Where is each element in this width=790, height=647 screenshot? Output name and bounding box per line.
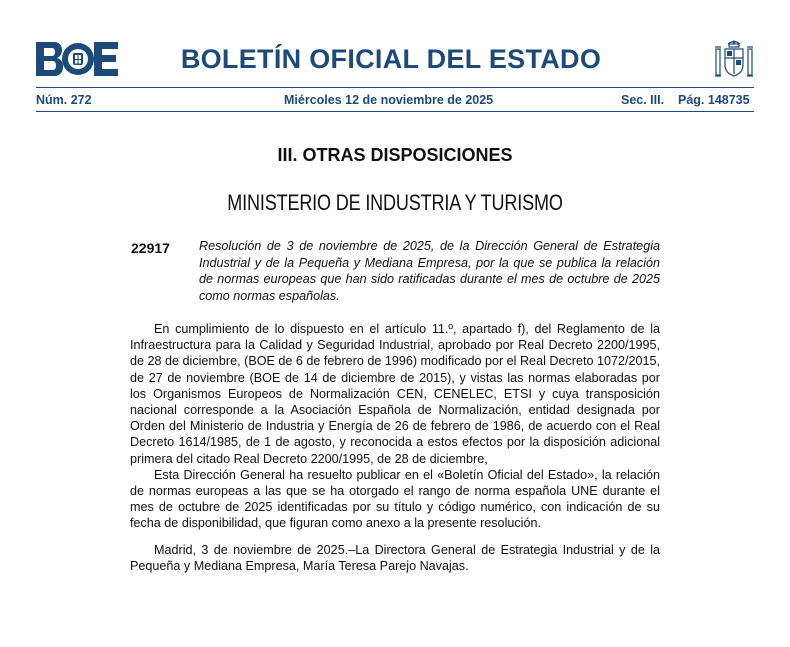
- section-label: Sec. III.: [621, 93, 665, 107]
- coat-of-arms-icon: [713, 38, 755, 80]
- ministry-title: MINISTERIO DE INDUSTRIA Y TURISMO: [227, 190, 563, 215]
- header-top-rule: [36, 87, 754, 88]
- issue-date: Miércoles 12 de noviembre de 2025: [284, 93, 494, 107]
- section-title: III. OTRAS DISPOSICIONES: [277, 145, 513, 165]
- masthead-title: BOLETÍN OFICIAL DEL ESTADO: [180, 44, 602, 74]
- document-number: 22917: [131, 240, 170, 256]
- signoff: Madrid, 3 de noviembre de 2025.–La Directora General de Estrategia Industrial y de la Pequeña y Mediana Empresa, María Teresa Parejo Navajas.: [130, 542, 660, 573]
- header-bottom-rule: [36, 111, 754, 112]
- document-body: [130, 321, 660, 574]
- body-paragraph: En cumplimiento de lo dispuesto en el artículo 11.º, apartado f), del Reglamento de la Infraestructura para la Calidad y Seguridad Industrial, aprobado por Real Decreto 2200/1995, de 28 de diciembre, (BOE de 6 de febrero de 1996) modificado por el Real Decreto 1072/2015, de 27 de noviembre (BOE de 14 de diciembre de 2015), y vistas las normas elaboradas por los Organismos Europeos de Normalización CEN, CENELEC, ETSI y cuya transposición nacional corresponde a la Asociación Española de Normalización, entidad designada por Orden del Ministerio de Industria y Energía de 26 de febrero de 1986, de acuerdo con el Real Decreto 1614/1985, de 1 de agosto, y reconocida a estos efectos por la disposición adicional primera del citado Real Decreto 2200/1995, de 28 de diciembre,: [130, 322, 660, 466]
- page-number: Pág. 148735: [678, 93, 750, 107]
- issue-number: Núm. 272: [36, 93, 92, 107]
- document-summary: Resolución de 3 de noviembre de 2025, de la Dirección General de Estrategia Industrial y de la Pequeña y Mediana Empresa, por la que se publica la relación de normas europeas que han sido ratificadas durante el mes de octubre de 2025 como normas españolas.: [199, 239, 660, 303]
- body-paragraph: Esta Dirección General ha resuelto publicar en el «Boletín Oficial del Estado», la relación de normas europeas a las que se ha otorgado el rango de norma española UNE durante el mes de octubre de 2025 identificadas por su título y código numérico, con indicación de su fecha de disponibilidad, que figuran como anexo a la presente resolución.: [130, 467, 660, 531]
